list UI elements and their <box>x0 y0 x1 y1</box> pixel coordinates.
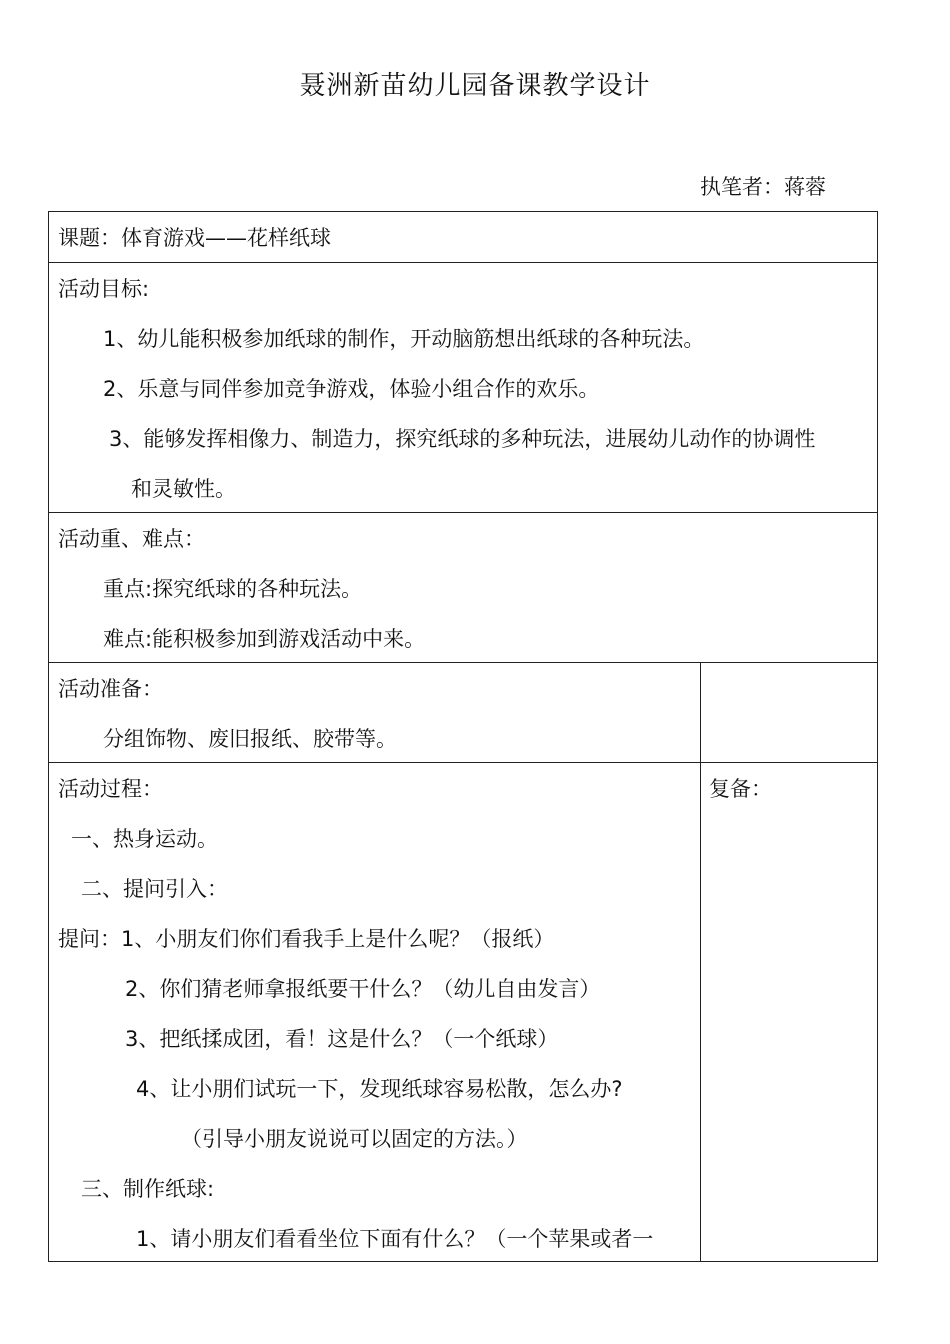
goal-item: 3、能够发挥相像力、制造力，探究纸球的多种玩法，进展幼儿动作的协调性 <box>109 427 816 451</box>
column-divider-notes <box>700 662 701 1262</box>
keypoints-heading: 活动重、难点： <box>58 527 205 551</box>
process-line: 2、你们猜老师拿报纸要干什么？（幼儿自由发言） <box>125 977 601 1001</box>
row-divider-preparation <box>49 762 877 763</box>
difficulty-point: 难点:能积极参加到游戏活动中来。 <box>103 627 426 651</box>
process-line: 二、提问引入： <box>81 877 228 901</box>
row-divider-goals <box>49 512 877 513</box>
focus-point: 重点:探究纸球的各种玩法。 <box>103 577 363 601</box>
preparation-heading: 活动准备： <box>58 677 163 701</box>
process-heading: 活动过程： <box>58 777 163 801</box>
process-line: 提问：1、小朋友们你们看我手上是什么呢？（报纸） <box>58 927 555 951</box>
goals-heading: 活动目标: <box>58 277 150 301</box>
process-line: 一、热身运动。 <box>71 827 218 851</box>
row-divider-keypoints <box>49 662 877 663</box>
row-divider-topic <box>49 262 877 263</box>
topic-text: 课题：体育游戏——花样纸球 <box>58 226 331 250</box>
goal-item-continued: 和灵敏性。 <box>131 477 236 501</box>
author-line: 执笔者：蒋蓉 <box>700 175 826 199</box>
process-line: 1、请小朋友们看看坐位下面有什么？（一个苹果或者一 <box>136 1227 654 1251</box>
goal-item: 1、幼儿能积极参加纸球的制作，开动脑筋想出纸球的各种玩法。 <box>103 327 705 351</box>
review-notes-label: 复备： <box>709 777 772 801</box>
goal-item: 2、乐意与同伴参加竞争游戏，体验小组合作的欢乐。 <box>103 377 600 401</box>
document-title: 聂洲新苗幼儿园备课教学设计 <box>299 71 651 101</box>
preparation-content: 分组饰物、废旧报纸、胶带等。 <box>103 727 397 751</box>
process-line: 3、把纸揉成团，看！这是什么？（一个纸球） <box>125 1027 559 1051</box>
process-line: （引导小朋友说说可以固定的方法。） <box>181 1127 528 1151</box>
lesson-plan-table <box>48 211 878 1262</box>
process-line: 4、让小朋们试玩一下，发现纸球容易松散，怎么办? <box>136 1077 623 1101</box>
process-line: 三、制作纸球: <box>81 1177 215 1201</box>
